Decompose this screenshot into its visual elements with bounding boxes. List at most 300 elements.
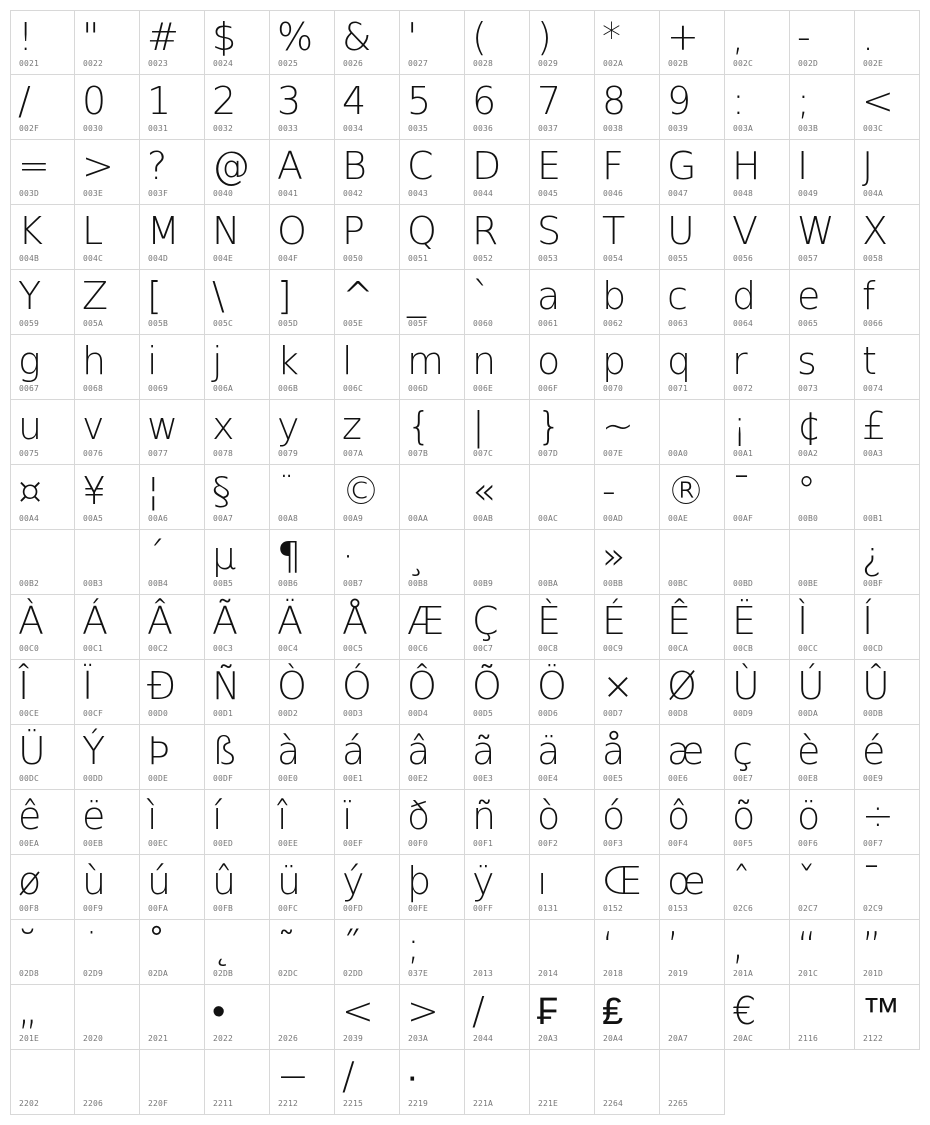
- glyph-code: 00AC: [538, 514, 559, 523]
- glyph-code: 0050: [343, 254, 364, 263]
- glyph-code: 00DD: [83, 774, 104, 783]
- glyph-cell: [530, 790, 595, 855]
- glyph-cell: [270, 10, 335, 75]
- glyph-code: 0027: [408, 59, 429, 68]
- glyph-cell: [10, 465, 75, 530]
- glyph-char: ˘: [18, 924, 37, 968]
- glyph-code: 003D: [19, 189, 40, 198]
- glyph-char: ": [82, 15, 100, 59]
- glyph-code: 00AF: [733, 514, 754, 523]
- glyph-char: ð: [407, 794, 431, 838]
- glyph-cell: [75, 1050, 140, 1115]
- glyph-cell: [205, 855, 270, 920]
- glyph-cell: [205, 140, 270, 205]
- glyph-cell: [855, 75, 920, 140]
- glyph-char: u: [18, 404, 43, 448]
- glyph-code: 0079: [278, 449, 299, 458]
- glyph-char: m: [407, 339, 445, 383]
- glyph-code: 00C6: [408, 644, 429, 653]
- glyph-code: 00CF: [83, 709, 104, 718]
- glyph-char: ï: [342, 794, 353, 838]
- glyph-cell: [270, 205, 335, 270]
- glyph-char: Ì: [797, 599, 809, 643]
- glyph-code: 00B9: [473, 579, 494, 588]
- glyph-char: Ò: [277, 664, 307, 708]
- glyph-cell: [270, 270, 335, 335]
- glyph-code: 0057: [798, 254, 819, 263]
- glyph-cell: [335, 75, 400, 140]
- glyph-char: ™: [862, 989, 900, 1033]
- glyph-cell: [725, 75, 790, 140]
- glyph-cell: [140, 205, 205, 270]
- glyph-code: 2013: [473, 969, 494, 978]
- glyph-char: G: [667, 144, 697, 188]
- glyph-char: Ä: [277, 599, 303, 643]
- glyph-code: 00A5: [83, 514, 104, 523]
- glyph-code: 0029: [538, 59, 559, 68]
- glyph-cell: [465, 595, 530, 660]
- glyph-char: ç: [732, 729, 753, 773]
- glyph-code: 00D5: [473, 709, 494, 718]
- glyph-char: á: [342, 729, 366, 773]
- glyph-code: 02DD: [343, 969, 364, 978]
- glyph-cell: [400, 465, 465, 530]
- glyph-char: €: [732, 989, 757, 1033]
- glyph-char: k: [277, 339, 300, 383]
- glyph-char: À: [18, 599, 44, 643]
- glyph-code: 00F0: [408, 839, 429, 848]
- glyph-cell: [400, 920, 465, 985]
- glyph-cell: [790, 75, 855, 140]
- glyph-cell: [660, 660, 725, 725]
- glyph-char: Ê: [667, 599, 692, 643]
- glyph-code: 2265: [668, 1099, 689, 1108]
- glyph-cell: [75, 335, 140, 400]
- glyph-cell: [530, 335, 595, 400]
- glyph-cell: [335, 530, 400, 595]
- glyph-cell: [530, 400, 595, 465]
- glyph-code: 004C: [83, 254, 104, 263]
- glyph-code: 00BA: [538, 579, 559, 588]
- glyph-cell: [270, 335, 335, 400]
- glyph-code: 0069: [148, 384, 169, 393]
- glyph-char: R: [472, 209, 499, 253]
- glyph-char: æ: [667, 729, 705, 773]
- glyph-cell: [400, 205, 465, 270]
- glyph-code: 221E: [538, 1099, 559, 1108]
- glyph-char: È: [537, 599, 562, 643]
- glyph-code: 2122: [863, 1034, 884, 1043]
- glyph-cell: [140, 465, 205, 530]
- glyph-cell: [140, 75, 205, 140]
- glyph-cell: [790, 985, 855, 1050]
- glyph-cell: [205, 530, 270, 595]
- glyph-code: 0046: [603, 189, 624, 198]
- glyph-code: 00CE: [19, 709, 40, 718]
- glyph-char: ı: [537, 859, 548, 903]
- glyph-char: ^: [342, 274, 374, 318]
- glyph-char: `: [472, 274, 491, 318]
- glyph-cell: [660, 985, 725, 1050]
- glyph-code: 00DF: [213, 774, 234, 783]
- glyph-cell: [465, 465, 530, 530]
- glyph-char: ¢: [797, 404, 822, 448]
- glyph-char: ù: [82, 859, 107, 903]
- glyph-cell: [855, 725, 920, 790]
- glyph-cell: [465, 660, 530, 725]
- glyph-char: <: [862, 79, 894, 123]
- glyph-char: n: [472, 339, 497, 383]
- glyph-cell: [855, 790, 920, 855]
- glyph-char: ˉ: [862, 859, 881, 903]
- glyph-code: 00B3: [83, 579, 104, 588]
- glyph-char: ñ: [472, 794, 497, 838]
- glyph-char: [: [147, 274, 162, 318]
- glyph-code: 00AB: [473, 514, 494, 523]
- glyph-code: 00F6: [798, 839, 819, 848]
- glyph-char: d: [732, 274, 757, 318]
- glyph-code: 0043: [408, 189, 429, 198]
- glyph-code: 00B7: [343, 579, 364, 588]
- glyph-char: Â: [147, 599, 173, 643]
- glyph-char: Œ: [602, 859, 643, 903]
- glyph-code: 2206: [83, 1099, 104, 1108]
- glyph-cell: [595, 465, 660, 530]
- glyph-code: 00D4: [408, 709, 429, 718]
- glyph-code: 00F8: [19, 904, 40, 913]
- glyph-code: 0038: [603, 124, 624, 133]
- glyph-char: K: [18, 209, 43, 253]
- glyph-char: b: [602, 274, 627, 318]
- glyph-code: 0077: [148, 449, 169, 458]
- glyph-code: 00D9: [733, 709, 754, 718]
- glyph-char: »: [602, 534, 626, 578]
- glyph-cell: [400, 270, 465, 335]
- glyph-char: ₣: [537, 989, 559, 1033]
- glyph-char: «: [472, 469, 496, 513]
- glyph-char: Õ: [472, 664, 502, 708]
- glyph-cell: [335, 920, 400, 985]
- glyph-code: 201D: [863, 969, 884, 978]
- glyph-cell: [660, 725, 725, 790]
- glyph-cell: [465, 985, 530, 1050]
- glyph-char: ý: [342, 859, 365, 903]
- glyph-code: 00D7: [603, 709, 624, 718]
- glyph-cell: [530, 920, 595, 985]
- glyph-cell: [205, 465, 270, 530]
- glyph-char: ¡: [732, 404, 748, 448]
- glyph-cell: [855, 660, 920, 725]
- glyph-char: -: [797, 15, 811, 59]
- glyph-code: 00D6: [538, 709, 559, 718]
- glyph-code: 00CD: [863, 644, 884, 653]
- glyph-code: 00C8: [538, 644, 559, 653]
- glyph-char: >: [82, 144, 114, 188]
- glyph-cell: [530, 725, 595, 790]
- glyph-cell: [595, 10, 660, 75]
- glyph-code: 00FF: [473, 904, 494, 913]
- glyph-cell: [10, 530, 75, 595]
- glyph-cell: [465, 920, 530, 985]
- glyph-char: ø: [18, 859, 42, 903]
- glyph-char: Ë: [732, 599, 757, 643]
- glyph-char: Ü: [18, 729, 46, 773]
- glyph-cell: [205, 75, 270, 140]
- glyph-code: 00EB: [83, 839, 104, 848]
- glyph-code: 0031: [148, 124, 169, 133]
- glyph-cell: [400, 1050, 465, 1115]
- glyph-code: 0047: [668, 189, 689, 198]
- glyph-char: M: [147, 209, 180, 253]
- glyph-code: 2019: [668, 969, 689, 978]
- glyph-cell: [140, 530, 205, 595]
- glyph-code: 2026: [278, 1034, 299, 1043]
- glyph-char: a: [537, 274, 561, 318]
- glyph-cell: [400, 75, 465, 140]
- glyph-code: 005F: [408, 319, 429, 328]
- glyph-cell: [205, 270, 270, 335]
- glyph-code: 00BB: [603, 579, 624, 588]
- glyph-code: 20A4: [603, 1034, 624, 1043]
- glyph-char: O: [277, 209, 307, 253]
- glyph-char: è: [797, 729, 821, 773]
- glyph-code: 00C0: [19, 644, 40, 653]
- glyph-code: 0023: [148, 59, 169, 68]
- glyph-code: 0025: [278, 59, 299, 68]
- glyph-code: 00A9: [343, 514, 364, 523]
- glyph-char: Ã: [212, 599, 238, 643]
- glyph-code: 00E6: [668, 774, 689, 783]
- glyph-cell: [725, 140, 790, 205]
- glyph-cell: [465, 1050, 530, 1115]
- glyph-cell: [790, 140, 855, 205]
- glyph-char: ˇ: [797, 859, 816, 903]
- glyph-cell: [465, 530, 530, 595]
- glyph-char: ÿ: [472, 859, 495, 903]
- glyph-cell: [660, 465, 725, 530]
- glyph-cell: [140, 400, 205, 465]
- glyph-char: V: [732, 209, 758, 253]
- glyph-code: 0034: [343, 124, 364, 133]
- glyph-cell: [530, 530, 595, 595]
- glyph-code: 0041: [278, 189, 299, 198]
- glyph-code: 00B4: [148, 579, 169, 588]
- glyph-code: 0071: [668, 384, 689, 393]
- glyph-cell: [205, 335, 270, 400]
- glyph-code: 0040: [213, 189, 234, 198]
- glyph-code: 003E: [83, 189, 104, 198]
- glyph-cell: [205, 1050, 270, 1115]
- glyph-char: r: [732, 339, 748, 383]
- glyph-char: i: [147, 339, 158, 383]
- glyph-char: g: [18, 339, 41, 383]
- glyph-char: 8: [602, 79, 627, 123]
- glyph-char: J: [862, 144, 874, 188]
- glyph-char: ê: [18, 794, 42, 838]
- glyph-code: 006A: [213, 384, 234, 393]
- glyph-code: 00CA: [668, 644, 689, 653]
- glyph-code: 00CC: [798, 644, 819, 653]
- glyph-char: Ï: [82, 664, 94, 708]
- glyph-char: í: [212, 794, 223, 838]
- glyph-code: 0032: [213, 124, 234, 133]
- glyph-code: 00F3: [603, 839, 624, 848]
- glyph-code: 005D: [278, 319, 299, 328]
- glyph-cell: [660, 920, 725, 985]
- glyph-char: .: [862, 15, 875, 59]
- glyph-code: 00D2: [278, 709, 299, 718]
- glyph-cell: [855, 10, 920, 75]
- glyph-code: 00E2: [408, 774, 429, 783]
- glyph-cell: [660, 10, 725, 75]
- glyph-cell: [790, 335, 855, 400]
- glyph-code: 007A: [343, 449, 364, 458]
- glyph-cell: [530, 205, 595, 270]
- glyph-char: D: [472, 144, 502, 188]
- glyph-cell: [660, 530, 725, 595]
- glyph-char: >: [407, 989, 439, 1033]
- glyph-cell: [790, 400, 855, 465]
- glyph-code: 00CB: [733, 644, 754, 653]
- glyph-char: }: [537, 404, 562, 448]
- glyph-char: é: [862, 729, 886, 773]
- glyph-code: 00D0: [148, 709, 169, 718]
- glyph-cell: [270, 660, 335, 725]
- glyph-char: Y: [18, 274, 42, 318]
- glyph-char: ;: [797, 79, 810, 123]
- glyph-char: œ: [667, 859, 706, 903]
- glyph-char: F: [602, 144, 624, 188]
- glyph-code: 00E8: [798, 774, 819, 783]
- glyph-code: 0063: [668, 319, 689, 328]
- glyph-char: N: [212, 209, 241, 253]
- glyph-code: 0030: [83, 124, 104, 133]
- glyph-code: 006B: [278, 384, 299, 393]
- glyph-char: ÷: [862, 794, 894, 838]
- glyph-cell: [660, 140, 725, 205]
- glyph-code: 02C9: [863, 904, 884, 913]
- glyph-code: 037E: [408, 969, 429, 978]
- glyph-char: Ð: [147, 664, 177, 708]
- glyph-code: 00F9: [83, 904, 104, 913]
- glyph-char: x: [212, 404, 235, 448]
- glyph-char: ˛: [212, 924, 231, 968]
- glyph-code: 0028: [473, 59, 494, 68]
- glyph-char: 6: [472, 79, 497, 123]
- glyph-cell: [855, 205, 920, 270]
- glyph-char: ´: [147, 534, 166, 578]
- glyph-cell: [75, 140, 140, 205]
- glyph-code: 0066: [863, 319, 884, 328]
- glyph-char: ¤: [18, 469, 43, 513]
- glyph-code: 00BC: [668, 579, 689, 588]
- glyph-char: {: [407, 404, 432, 448]
- glyph-cell: [660, 790, 725, 855]
- glyph-cell: [335, 660, 400, 725]
- glyph-char: q: [667, 339, 692, 383]
- glyph-char: ô: [667, 794, 691, 838]
- glyph-char: v: [82, 404, 105, 448]
- glyph-code: 00C3: [213, 644, 234, 653]
- glyph-cell: [335, 400, 400, 465]
- glyph-cell: [75, 465, 140, 530]
- glyph-cell: [530, 985, 595, 1050]
- glyph-code: 00EC: [148, 839, 169, 848]
- glyph-code: 00BE: [798, 579, 819, 588]
- glyph-char: ¿: [862, 534, 883, 578]
- glyph-code: 00A1: [733, 449, 754, 458]
- glyph-code: 00B6: [278, 579, 299, 588]
- glyph-char: :: [732, 79, 745, 123]
- glyph-code: 2264: [603, 1099, 624, 1108]
- glyph-cell: [75, 205, 140, 270]
- glyph-code: 00A0: [668, 449, 689, 458]
- glyph-char: •: [212, 989, 226, 1033]
- glyph-code: 006F: [538, 384, 559, 393]
- glyph-char: c: [667, 274, 688, 318]
- glyph-char: ú: [147, 859, 172, 903]
- glyph-code: 00EA: [19, 839, 40, 848]
- glyph-code: 004E: [213, 254, 234, 263]
- glyph-code: 00B5: [213, 579, 234, 588]
- glyph-cell: [595, 530, 660, 595]
- glyph-char: É: [602, 599, 627, 643]
- glyph-cell: [270, 985, 335, 1050]
- glyph-char: ·: [342, 534, 355, 578]
- glyph-char: _: [407, 274, 426, 318]
- glyph-code: 005C: [213, 319, 234, 328]
- glyph-cell: [75, 10, 140, 75]
- glyph-code: 0051: [408, 254, 429, 263]
- glyph-char: ó: [602, 794, 626, 838]
- glyph-code: 0037: [538, 124, 559, 133]
- glyph-code: 00C2: [148, 644, 169, 653]
- glyph-char: |: [472, 404, 485, 448]
- glyph-cell: [855, 530, 920, 595]
- glyph-cell: [465, 10, 530, 75]
- glyph-cell: [270, 140, 335, 205]
- glyph-char: ): [537, 15, 552, 59]
- glyph-cell: [400, 855, 465, 920]
- glyph-code: 0021: [19, 59, 40, 68]
- glyph-cell: [530, 1050, 595, 1115]
- glyph-code: 02DA: [148, 969, 169, 978]
- glyph-cell: [270, 75, 335, 140]
- glyph-char: Ú: [797, 664, 825, 708]
- glyph-code: 005B: [148, 319, 169, 328]
- glyph-char: ”: [862, 924, 882, 968]
- glyph-char: E: [537, 144, 562, 188]
- glyph-char: §: [212, 469, 231, 513]
- glyph-code: 2211: [213, 1099, 234, 1108]
- glyph-cell: [140, 10, 205, 75]
- glyph-code: 00E7: [733, 774, 754, 783]
- glyph-char: ×: [602, 664, 634, 708]
- glyph-code: 0036: [473, 124, 494, 133]
- glyph-cell: [10, 335, 75, 400]
- glyph-code: 201E: [19, 1034, 40, 1043]
- glyph-char: T: [602, 209, 626, 253]
- glyph-code: 007B: [408, 449, 429, 458]
- glyph-code: 00D3: [343, 709, 364, 718]
- glyph-code: 0075: [19, 449, 40, 458]
- glyph-code: 00A2: [798, 449, 819, 458]
- glyph-char: B: [342, 144, 367, 188]
- glyph-char: ˆ: [732, 859, 751, 903]
- glyph-cell: [335, 335, 400, 400]
- glyph-char: Ó: [342, 664, 372, 708]
- glyph-code: 00B1: [863, 514, 884, 523]
